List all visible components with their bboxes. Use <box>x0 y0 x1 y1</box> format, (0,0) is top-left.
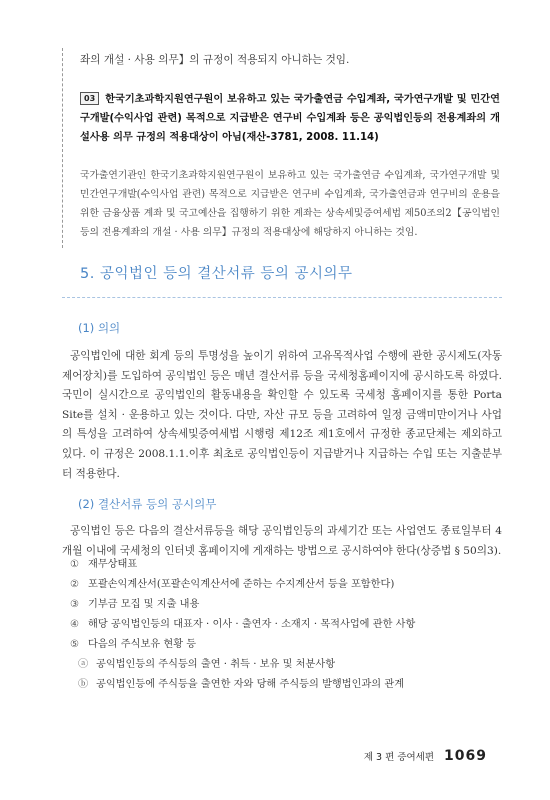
part-label: 제 3 편 증여세편 <box>363 752 435 763</box>
subsection-1-paragraph: 공익법인에 대한 회계 등의 투명성을 높이기 위하여 고유목적사업 수행에 관한 공시제도(자동제어장치)를 도입하여 공익법인 등은 매년 결산서류 등을 국세청홈페이지에 공시하도록 하였다. 국민이 실시간으로 공익법인의 활동내용을 확인할 수 있도록 국세청 홈페이지를 통한 Porta Site를 설치 · 운용하고 있는 것이다. 다만, 자산 규모 등을 고려하여 일정 금액미만이거나 사업의 특성을 고려하여 상속세및증여세법 시행령 제12조 제1호에서 규정한 종교단체는 제외하고 있다. 이 규정은 2008.1.1.이후 최초로 공익법인등이 지급받거나 지급하는 수입 또는 지출분부터 적용한다. <box>62 350 502 480</box>
subsection-title-2: (2) 결산서류 등의 공시의무 <box>78 497 217 511</box>
list-item: ⑤ 다음의 주식보유 현황 등 <box>70 639 197 650</box>
page-number: 1069 <box>444 748 487 764</box>
list-item: ② 포괄손익계산서(포괄손익계산서에 준하는 수지계산서 등을 포함한다) <box>70 579 395 590</box>
continued-text: 좌의 개설 · 사용 의무】의 규정이 적용되지 아니하는 것임. <box>80 54 350 66</box>
list-subitem: ⓐ 공익법인등의 주식등의 출연 · 취득 · 보유 및 처분사항 <box>78 659 336 670</box>
list-item: ① 재무상태표 <box>70 559 138 570</box>
disclosure-list <box>70 555 500 695</box>
subsection-title-1: (1) 의의 <box>78 321 121 335</box>
section-divider <box>62 297 502 298</box>
list-item: ③ 기부금 모집 및 지출 내용 <box>70 599 200 610</box>
case-heading <box>80 90 500 147</box>
section-title: 5. 공익법인 등의 결산서류 등의 공시의무 <box>80 266 353 282</box>
list-subitem: ⓑ 공익법인등에 주식등을 출연한 자와 당해 주식등의 발행법인과의 관계 <box>78 679 405 690</box>
case-number-badge: 03 <box>80 92 99 105</box>
page-footer <box>364 745 487 764</box>
case-body: 국가출연기관인 한국기초과학지원연구원이 보유하고 있는 국가출연금 수입계좌, 국가연구개발 및 민간연구개발(수익사업 관련) 목적으로 지급받은 연구비 수입계좌, 국가출연금과 연구비의 운용을 위한 금융상품 계좌 및 국고예산을 집행하기 위한 계좌는 상속세및증여세법 제50조의2【공익법인등의 전용계좌의 개설 · 사용 의무】규정의 적용대상에 해당하지 아니하는 것임. <box>80 170 500 238</box>
case-heading-text: 한국기초과학지원연구원이 보유하고 있는 국가출연금 수입계좌, 국가연구개발 및 민간연구개발(수익사업 관련) 목적으로 지급받은 연구비 수입계좌 등은 공익법인등의 전용계좌의 개설사용 의무 규정의 적용대상이 아님(재산-3781, 2008. 11.14) <box>80 94 500 143</box>
subsection-2-paragraph: 공익법인 등은 다음의 결산서류등을 해당 공익법인등의 과세기간 또는 사업연도 종료일부터 4개월 이내에 국세청의 인터넷 홈페이지에 게재하는 방법으로 공시하여야 한다(상증법 § 50의3). <box>62 525 502 557</box>
list-item: ④ 해당 공익법인등의 대표자 · 이사 · 출연자 · 소재지 · 목적사업에 관한 사항 <box>70 619 416 630</box>
